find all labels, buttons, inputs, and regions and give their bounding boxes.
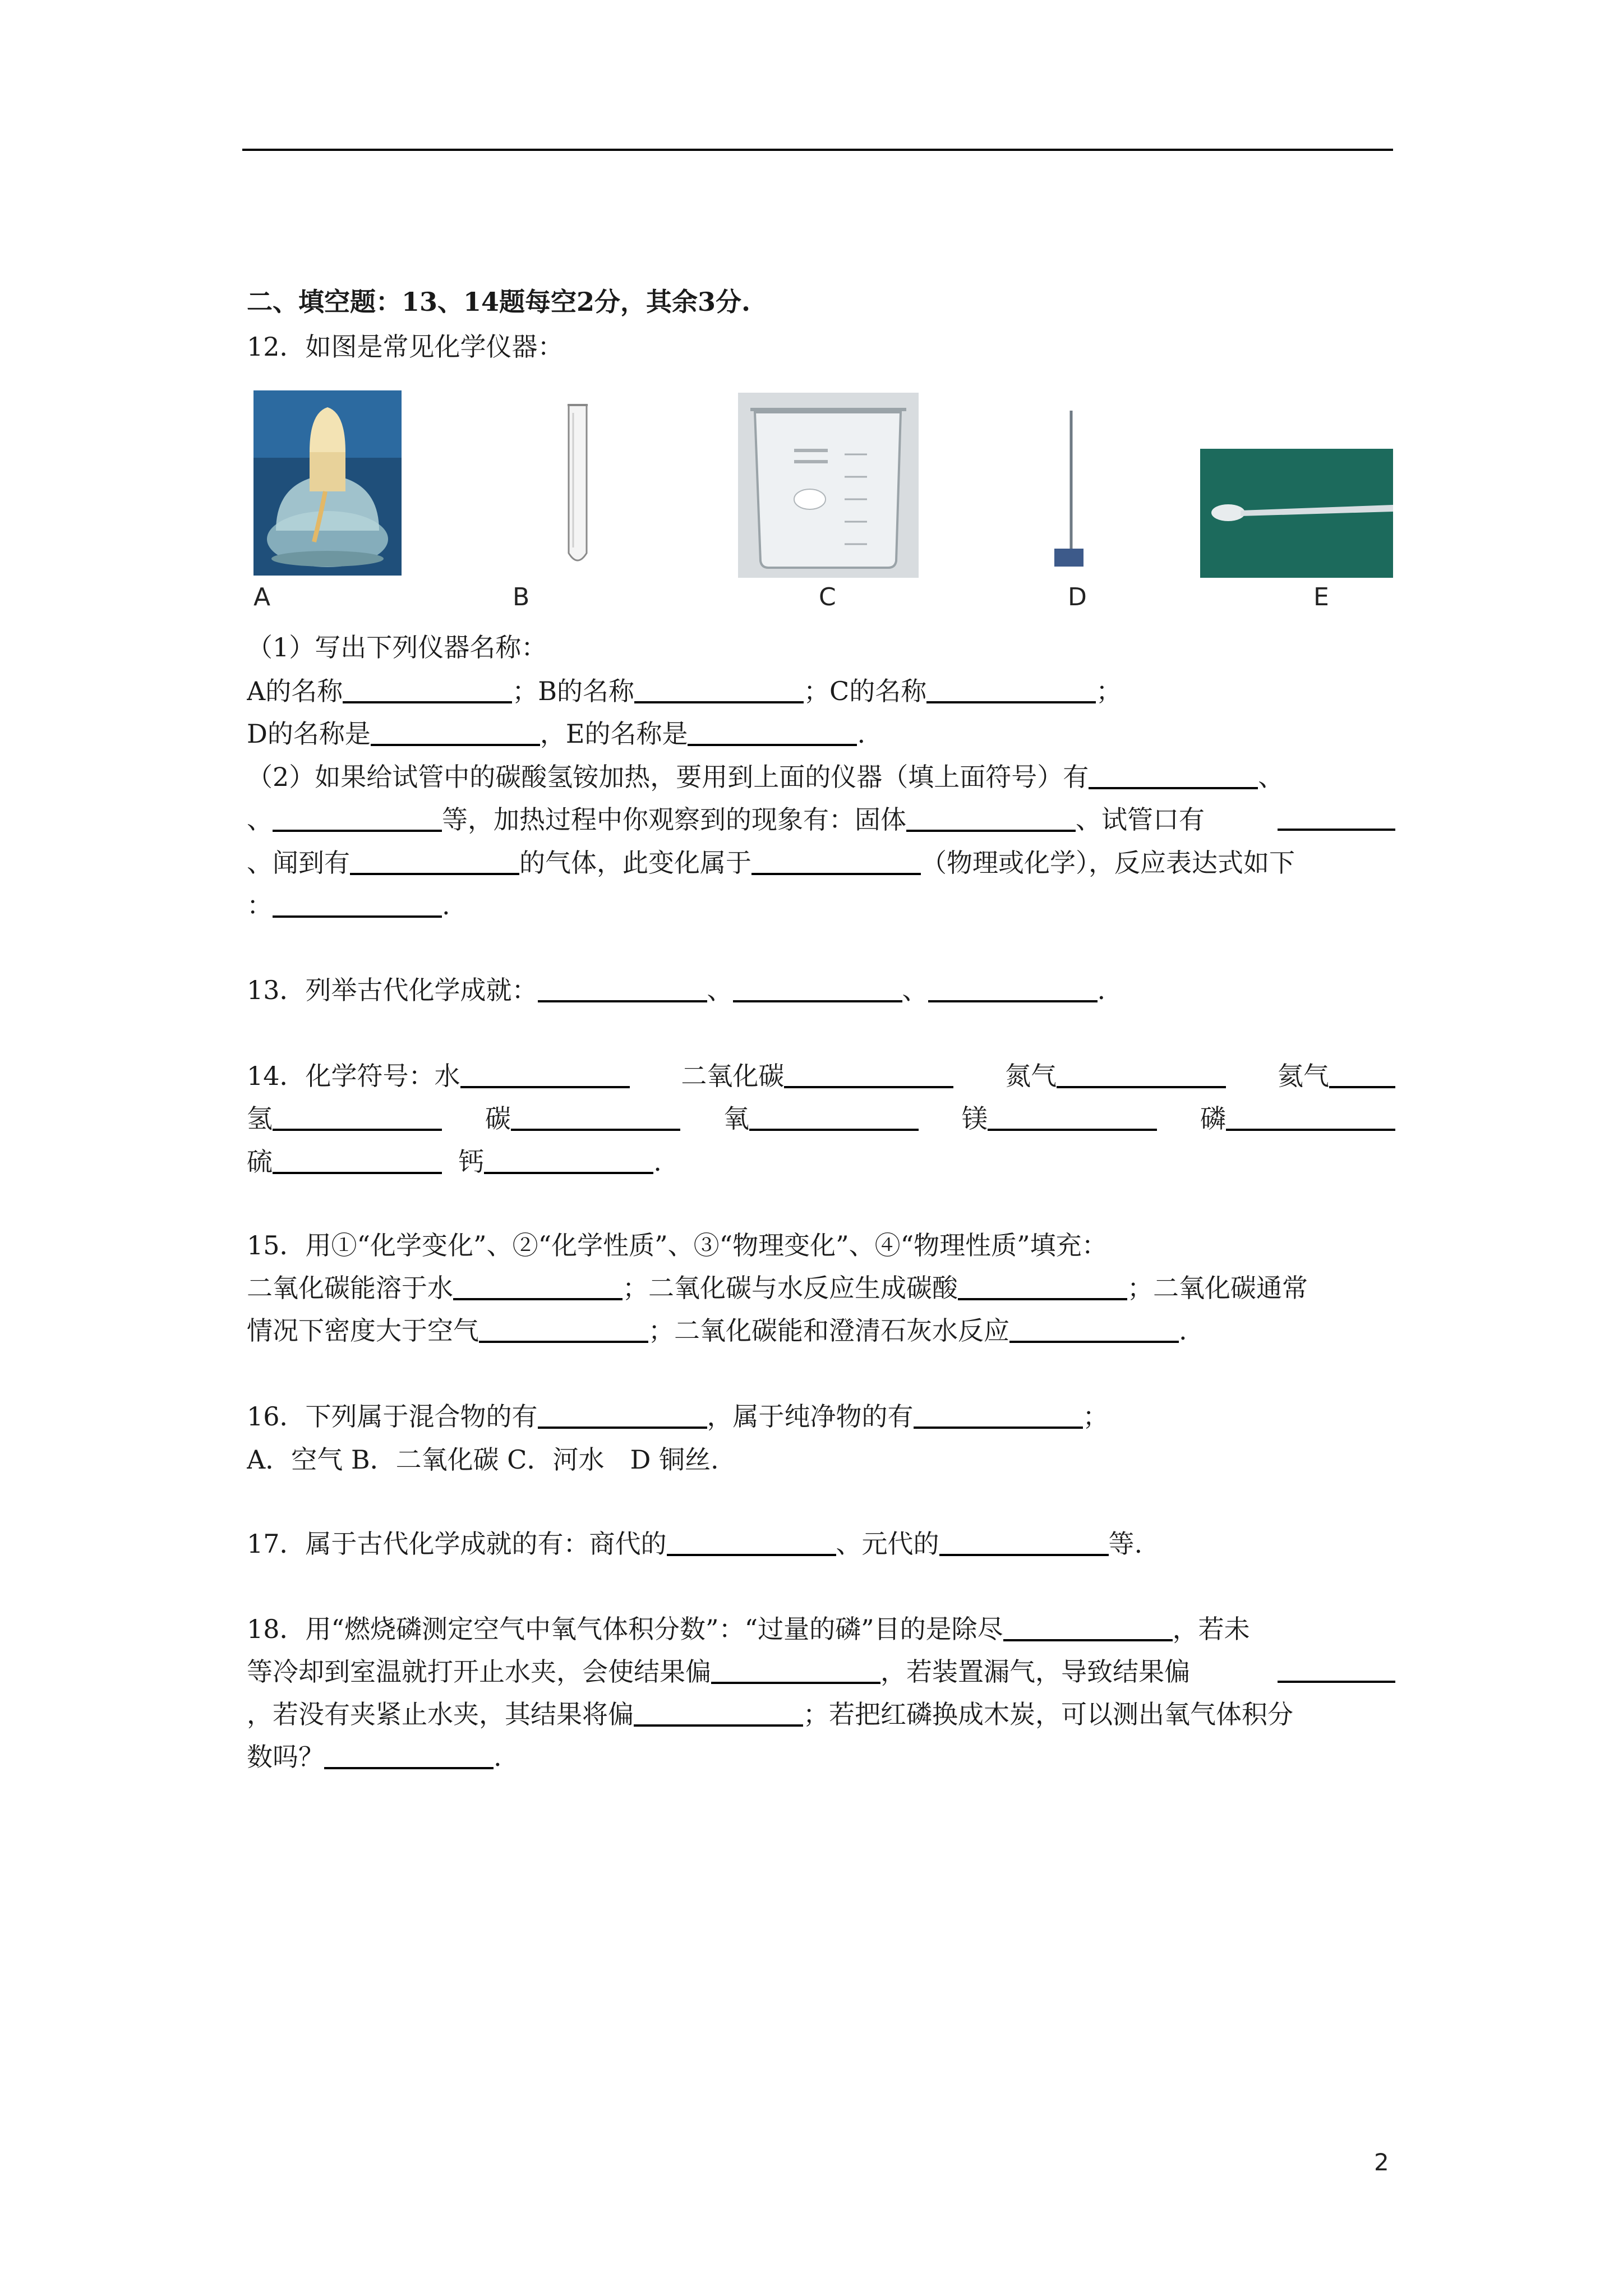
- question-14-row2: 氢 碳 氧 镁 磷: [247, 1102, 1395, 1135]
- question-18-line2: 等冷却到室温就打开止水夹，会使结果偏 ，若装置漏气，导致结果偏: [247, 1655, 1395, 1688]
- answer-blank[interactable]: [538, 974, 707, 1002]
- answer-blank[interactable]: [667, 1528, 836, 1556]
- test-tube-image: [561, 402, 594, 570]
- question-18-line4: 数吗？ .: [247, 1742, 502, 1772]
- answer-blank[interactable]: [511, 1103, 680, 1131]
- answer-blank[interactable]: [688, 718, 857, 746]
- answer-blank[interactable]: [749, 1103, 919, 1131]
- answer-blank[interactable]: [634, 675, 804, 703]
- question-15-line3: 情况下密度大于空气 ；二氧化碳能和澄清石灰水反应 .: [247, 1315, 1187, 1346]
- answer-blank[interactable]: [453, 1272, 623, 1300]
- answer-blank[interactable]: [343, 675, 512, 703]
- answer-blank[interactable]: [733, 974, 902, 1002]
- answer-blank[interactable]: [324, 1741, 494, 1769]
- drug-spoon-image: [1200, 449, 1393, 578]
- answer-blank[interactable]: [538, 1401, 707, 1429]
- answer-blank[interactable]: [460, 1060, 630, 1088]
- answer-blank[interactable]: [906, 804, 1076, 832]
- question-12-line-de: D的名称是 ，E的名称是 .: [247, 719, 866, 749]
- answer-blank[interactable]: [939, 1528, 1109, 1556]
- answer-blank[interactable]: [1009, 1315, 1179, 1343]
- question-14-row3: 硫 钙 .: [247, 1147, 662, 1177]
- figure-label-e: E: [1313, 583, 1329, 611]
- answer-blank[interactable]: [914, 1401, 1083, 1429]
- question-16-options: A．空气 B．二氧化碳 C．河水 D 铜丝.: [247, 1444, 719, 1475]
- answer-blank[interactable]: [784, 1060, 953, 1088]
- answer-blank[interactable]: [928, 974, 1098, 1002]
- question-12-intro: 12．如图是常见化学仪器：: [247, 332, 564, 362]
- answer-blank[interactable]: [711, 1656, 880, 1684]
- alcohol-lamp-image: [253, 390, 402, 576]
- answer-blank[interactable]: [350, 847, 519, 875]
- question-18-line1: 18．用“燃烧磷测定空气中氧气体积分数”：“过量的磷”目的是除尽 ，若未: [247, 1614, 1250, 1644]
- question-15-line2: 二氧化碳能溶于水 ；二氧化碳与水反应生成碳酸 ；二氧化碳通常: [247, 1273, 1308, 1303]
- answer-blank[interactable]: [1329, 1060, 1395, 1088]
- header-rule: [242, 149, 1393, 151]
- beaker-image: [738, 393, 919, 578]
- question-16: 16．下列属于混合物的有 ，属于纯净物的有 ；: [247, 1401, 1109, 1432]
- question-12-part2-line3: 、闻到有 的气体，此变化属于 （物理或化学），反应表达式如下: [247, 848, 1295, 878]
- answer-blank[interactable]: [484, 1146, 653, 1174]
- answer-blank[interactable]: [1278, 1655, 1395, 1683]
- answer-blank[interactable]: [988, 1103, 1157, 1131]
- figure-label-a: A: [253, 583, 271, 611]
- question-12-part2-line4: ： .: [247, 890, 450, 921]
- answer-blank[interactable]: [1226, 1103, 1395, 1131]
- question-18-line3: ，若没有夹紧止水夹，其结果将偏 ；若把红磷换成木炭，可以测出氧气体积分: [247, 1699, 1293, 1729]
- question-14-row1: 14．化学符号：水 二氧化碳 氮气 氦气: [247, 1059, 1395, 1093]
- answer-blank[interactable]: [1057, 1060, 1226, 1088]
- answer-blank[interactable]: [371, 718, 540, 746]
- section-title: 二、填空题：13、14题每空2分，其余3分.: [247, 287, 751, 317]
- figure-label-c: C: [819, 583, 836, 611]
- answer-blank[interactable]: [958, 1272, 1127, 1300]
- answer-blank[interactable]: [1278, 803, 1395, 831]
- answer-blank[interactable]: [751, 847, 921, 875]
- answer-blank[interactable]: [479, 1315, 648, 1343]
- question-12-line-abc: A的名称 ；B的名称 ；C的名称 ；: [247, 676, 1122, 706]
- answer-blank[interactable]: [1003, 1613, 1173, 1641]
- page-number: 2: [1374, 2148, 1389, 2176]
- answer-blank[interactable]: [273, 804, 442, 832]
- answer-blank[interactable]: [926, 675, 1096, 703]
- answer-blank[interactable]: [273, 890, 442, 918]
- question-13: 13．列举古代化学成就： 、 、 .: [247, 975, 1106, 1005]
- answer-blank[interactable]: [634, 1699, 803, 1727]
- figure-label-d: D: [1068, 583, 1087, 611]
- answer-blank[interactable]: [273, 1103, 442, 1131]
- answer-blank[interactable]: [1089, 761, 1258, 789]
- question-12-part1: （1）写出下列仪器名称：: [247, 632, 547, 662]
- question-12-part2-line1: （2）如果给试管中的碳酸氢铵加热，要用到上面的仪器（填上面符号）有 、: [247, 762, 1284, 792]
- figure-label-b: B: [513, 583, 530, 611]
- answer-blank[interactable]: [273, 1146, 442, 1174]
- question-17: 17．属于古代化学成就的有：商代的 、元代的 等.: [247, 1529, 1143, 1559]
- question-12-part2-line2: 、 等，加热过程中你观察到的现象有：固体 、试管口有: [247, 803, 1395, 836]
- question-15-text: 15．用①“化学变化”、②“化学性质”、③“物理变化”、④“物理性质”填充：: [247, 1230, 1108, 1260]
- iron-stand-image: [1052, 411, 1086, 568]
